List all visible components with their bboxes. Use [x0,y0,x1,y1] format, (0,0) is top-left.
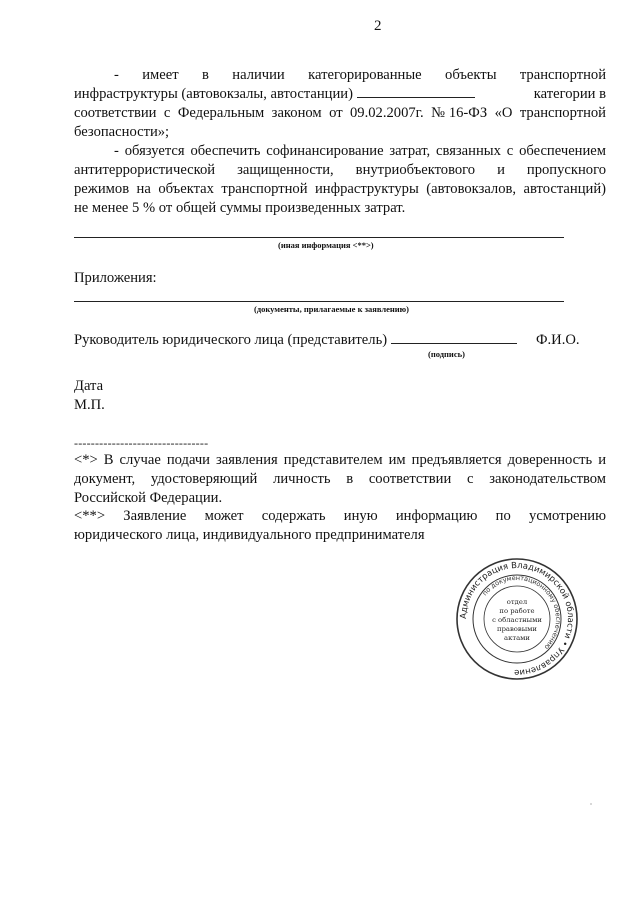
attachments-line [74,301,564,302]
para2-line1: - обязуется обеспечить софинансирование затрат, связанных с обеспечением [114,143,606,159]
date-label: Дата [74,378,104,394]
footnote1-line1: <*> В случае подачи заявления представителем им предъявляется доверенность и [74,452,606,468]
footnote2-line1: <**> Заявление может содержать иную информацию по усмотрению [74,508,606,524]
fio-label: Ф.И.О. [536,332,580,348]
official-stamp [455,557,579,681]
para1-line4: безопасности»; [74,124,170,140]
signature-caption: (подпись) [428,349,465,359]
scan-speck [590,803,592,805]
attachments-label: Приложения: [74,270,157,286]
para1-line2-text: инфраструктуры (автовокзалы, автостанции) [74,86,353,102]
signature-blank [391,331,517,344]
footnote2-line2: юридического лица, индивидуального предпринимателя [74,527,425,543]
footnote1-line2: документ, удостоверяющий личность в соответствии с законодательством [74,471,606,487]
stamp-center-line-3: с областными [492,616,542,624]
para2-line3: режимов на объектах транспортной инфраструктуры (автовокзалов, автостанций) [74,181,606,197]
other-info-caption: (иная информация <**>) [278,240,374,250]
para2-line2: антитеррористической защищенности, внутриобъектового и пропускного [74,162,606,178]
para1-line2-end: категории в [533,86,606,102]
stamp-center-line-1: отдел [506,598,528,606]
head-signature-line [74,331,517,350]
footnote-separator: -------------------------------- [74,436,209,450]
stamp-inner-ring-text: по документационному обеспечению [480,573,563,652]
para1-line3: соответствии с Федеральным законом от 09.02.2007г. №16-ФЗ «О транспортной [74,105,606,121]
stamp-center-line-5: актами [504,634,530,642]
attachments-caption: (документы, прилагаемые к заявлению) [254,304,409,314]
mp-label: М.П. [74,397,105,413]
page-number: 2 [374,18,382,34]
head-label: Руководитель юридического лица (представитель) [74,332,388,348]
stamp-outer-text: Администрация Владимирской области • Управление [458,560,576,678]
para2-line4: не менее 5 % от общей суммы произведенных затрат. [74,200,406,216]
other-info-line [74,237,564,238]
para1-line1: - имеет в наличии категорированные объекты транспортной [114,67,606,83]
category-blank [357,85,475,98]
footnote1-line3: Российской Федерации. [74,490,223,506]
para1-line2 [74,85,475,104]
stamp-center-line-2: по работе [499,607,535,615]
stamp-center-line-4: правовыми [497,625,537,633]
